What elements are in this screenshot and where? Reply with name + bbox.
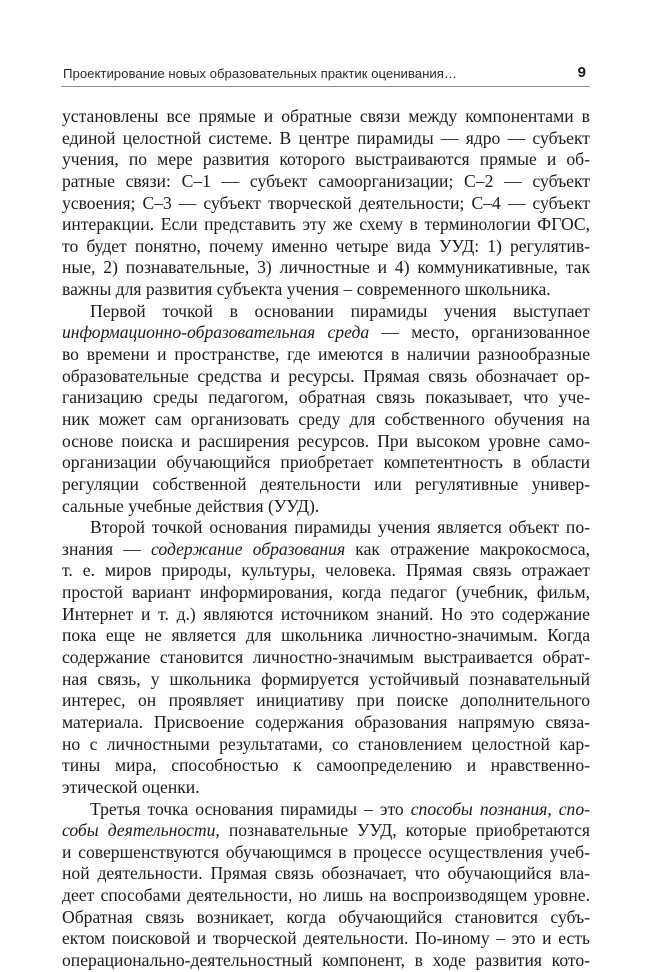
text-run: ганизацию среды педагогом, обратная связь показывает, что уче- xyxy=(62,387,590,408)
text-line xyxy=(62,755,590,777)
text-line xyxy=(62,950,590,972)
text-run: Третья точка основания пирамиды – это xyxy=(90,798,411,819)
text-line xyxy=(62,452,590,474)
text-run: Первой точкой в основании пирамиды учения выступает xyxy=(90,300,590,321)
running-header xyxy=(61,62,590,87)
body-text xyxy=(62,106,590,972)
page-number: 9 xyxy=(577,64,586,81)
text-line xyxy=(62,257,590,279)
text-run: тины мира, способностью к самоопределению и нравственно- xyxy=(62,755,590,776)
text-run: этической оценки. xyxy=(62,776,200,797)
text-line xyxy=(62,820,590,842)
text-line xyxy=(62,777,590,799)
text-line xyxy=(62,582,590,604)
text-run: сальные учебные действия (УУД). xyxy=(62,495,320,516)
text-line xyxy=(62,106,590,128)
text-run: ной деятельности. Прямая связь обозначает, что обучающийся вла- xyxy=(62,863,590,884)
text-line xyxy=(62,885,590,907)
text-run: знания — xyxy=(62,538,152,559)
text-line xyxy=(62,907,590,929)
text-line xyxy=(62,409,590,431)
text-line xyxy=(62,149,590,171)
text-run: интерес, он проявляет инициативу при поиске дополнительного xyxy=(62,690,590,711)
text-line xyxy=(62,734,590,756)
text-line xyxy=(62,322,590,344)
text-run: регуляции собственной деятельности или регулятивные универ- xyxy=(62,473,590,494)
text-run: материала. Присвоение содержания образования напрямую связа- xyxy=(62,711,590,732)
text-line xyxy=(62,539,590,561)
text-run: Обратная связь возникает, когда обучающийся становится субъ- xyxy=(62,906,590,927)
text-run: ник может сам организовать среду для собственного обучения на xyxy=(62,408,590,429)
text-line xyxy=(62,625,590,647)
text-run: простой вариант информирования, когда педагог (учебник, фильм, xyxy=(62,582,590,603)
text-run: и совершенствуются обучающимся в процессе осуществления учеб- xyxy=(62,841,590,862)
text-run: ратные связи: С–1 — субъект самоорганизации; С–2 — субъект xyxy=(62,170,590,191)
text-line xyxy=(62,647,590,669)
text-line xyxy=(62,128,590,150)
text-run: Второй точкой основания пирамиды учения является объект по- xyxy=(90,517,590,538)
text-line xyxy=(62,669,590,691)
text-run: ектом поисковой и творческой деятельности. По-иному – это и есть xyxy=(62,928,590,949)
italic-term: содержание образования xyxy=(151,538,346,559)
text-line xyxy=(62,928,590,950)
text-run: во времени и пространстве, где имеются в наличии разнообразные xyxy=(62,344,590,365)
text-line xyxy=(62,474,590,496)
text-run: познавательные УУД, которые приобретаются xyxy=(219,820,590,841)
text-line xyxy=(62,214,590,236)
text-line xyxy=(62,387,590,409)
text-run: единой целостной системе. В центре пирамиды — ядро — субъект xyxy=(62,127,590,148)
text-line xyxy=(62,799,590,821)
text-line xyxy=(62,604,590,626)
text-line xyxy=(62,279,590,301)
text-line xyxy=(62,301,590,323)
text-line xyxy=(62,517,590,539)
text-line xyxy=(62,193,590,215)
text-run: т. е. миров природы, культуры, человека. Прямая связь отражает xyxy=(62,560,590,581)
text-run: Интернет и т. д.) являются источником знаний. Но это содержание xyxy=(62,603,590,624)
italic-term: информационно-образовательная среда xyxy=(62,322,370,343)
text-run: но с личностными результатами, со становлением целостной кар- xyxy=(62,733,590,754)
text-line xyxy=(62,171,590,193)
text-run: интеракции. Если представить эту же схему в терминологии ФГОС, xyxy=(62,214,590,235)
text-line xyxy=(62,344,590,366)
text-run: образовательные средства и ресурсы. Прямая связь обозначает ор- xyxy=(62,365,590,386)
text-run: деет способами деятельности, но лишь на воспроизводящем уровне. xyxy=(62,885,590,906)
text-run: как отражение макрокосмоса, xyxy=(345,538,590,559)
text-line xyxy=(62,236,590,258)
text-run: операционально-деятельностный компонент, в ходе развития кото- xyxy=(62,949,590,970)
italic-term: собы деятельности, xyxy=(62,820,220,841)
text-line xyxy=(62,712,590,734)
italic-term: способы познания, спо- xyxy=(410,798,590,819)
text-run: усвоения; С–3 — субъект творческой деятельности; С–4 — субъект xyxy=(62,192,590,213)
text-run: основе поиска и расширения ресурсов. При высоком уровне само- xyxy=(62,430,590,451)
text-run: содержание становится личностно-значимым выстраивается обрат- xyxy=(62,647,590,668)
text-run: то будет понятно, почему именно четыре вида УУД: 1) регулятив- xyxy=(62,235,590,256)
running-header-title: Проектирование новых образовательных практик оценивания… xyxy=(63,66,458,81)
text-line xyxy=(62,496,590,518)
text-run: пока еще не является для школьника личностно-значимым. Когда xyxy=(62,625,590,646)
text-line xyxy=(62,431,590,453)
text-run: ные, 2) познавательные, 3) личностные и 4) коммуникативные, так xyxy=(62,257,590,278)
text-line xyxy=(62,366,590,388)
text-line xyxy=(62,690,590,712)
text-run: важны для развития субъекта учения – современного школьника. xyxy=(62,279,551,300)
text-run: ная связь, у школьника формируется устойчивый познавательный xyxy=(62,668,590,689)
text-run: учения, по мере развития которого выстраиваются прямые и об- xyxy=(62,149,590,170)
text-run: организации обучающийся приобретает компетентность в области xyxy=(62,452,590,473)
text-line xyxy=(62,560,590,582)
text-line xyxy=(62,842,590,864)
text-run: — место, организованное xyxy=(369,322,590,343)
text-run: установлены все прямые и обратные связи между компонентами в xyxy=(62,106,590,126)
text-line xyxy=(62,863,590,885)
